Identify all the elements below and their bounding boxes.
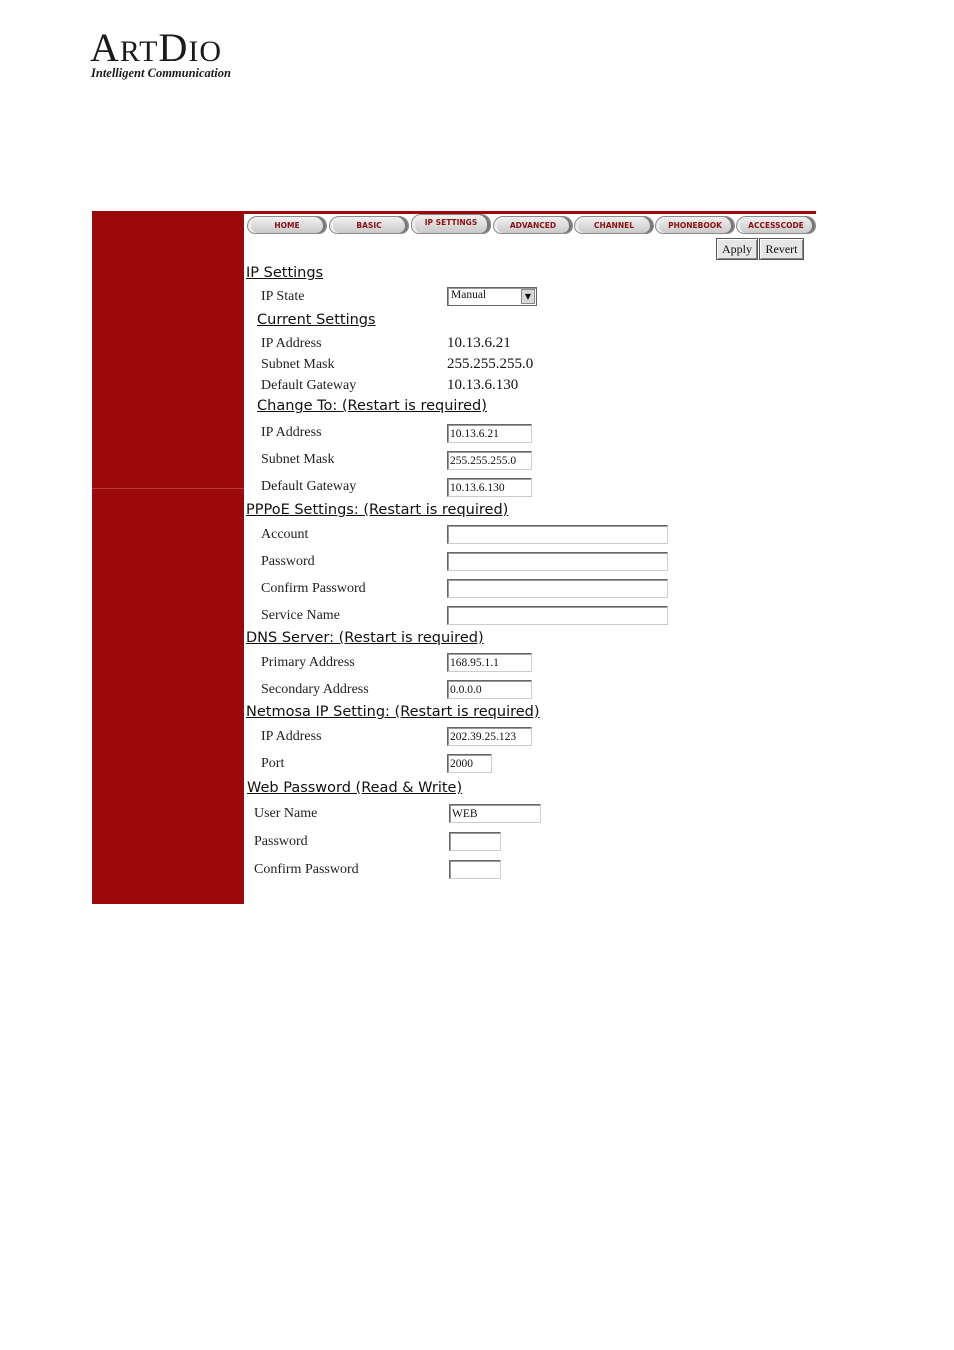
pppoe-password-input[interactable] xyxy=(447,552,668,571)
tab-ip-settings[interactable]: IP SETTINGS xyxy=(411,214,491,234)
tab-home[interactable]: HOME xyxy=(247,216,327,234)
pppoe-account-input[interactable] xyxy=(447,525,668,544)
dns-secondary-label: Secondary Address xyxy=(261,682,369,697)
dns-heading: DNS Server: (Restart is required) xyxy=(246,630,484,646)
dns-primary-label: Primary Address xyxy=(261,655,355,670)
chevron-down-icon[interactable]: ▼ xyxy=(521,289,535,304)
artdio-logo xyxy=(90,26,260,86)
web-password-heading: Web Password (Read & Write) xyxy=(247,780,463,796)
pppoe-confirm-input[interactable] xyxy=(447,579,668,598)
change-to-heading: Change To: (Restart is required) xyxy=(257,398,487,414)
web-user-input[interactable] xyxy=(449,804,541,823)
tab-advanced[interactable]: ADVANCED xyxy=(493,216,573,234)
pppoe-confirm-label: Confirm Password xyxy=(261,581,366,596)
dns-primary-input[interactable] xyxy=(447,653,532,672)
current-gateway-value: 10.13.6.130 xyxy=(447,377,519,393)
web-user-label: User Name xyxy=(254,806,318,821)
change-gateway-label: Default Gateway xyxy=(261,479,357,494)
web-confirm-label: Confirm Password xyxy=(254,862,359,877)
ip-state-label: IP State xyxy=(261,289,305,304)
web-password-label: Password xyxy=(254,834,308,849)
dns-secondary-input[interactable] xyxy=(447,680,532,699)
tab-basic[interactable]: BASIC xyxy=(329,216,409,234)
ip-state-select[interactable] xyxy=(447,287,537,306)
nav-tabs xyxy=(244,214,816,236)
web-confirm-input[interactable] xyxy=(449,860,501,879)
current-gateway-label: Default Gateway xyxy=(261,378,357,393)
current-settings-heading: Current Settings xyxy=(257,312,376,328)
apply-button[interactable]: Apply xyxy=(716,238,758,260)
pppoe-account-label: Account xyxy=(261,527,309,542)
netmosa-port-label: Port xyxy=(261,756,285,771)
current-mask-value: 255.255.255.0 xyxy=(447,356,534,372)
pppoe-password-label: Password xyxy=(261,554,315,569)
netmosa-port-input[interactable] xyxy=(447,754,492,773)
logo-wordmark: ARTDIO xyxy=(90,25,222,70)
revert-button[interactable]: Revert xyxy=(759,238,804,260)
pppoe-service-input[interactable] xyxy=(447,606,668,625)
tab-channel[interactable]: CHANNEL xyxy=(574,216,654,234)
pppoe-service-label: Service Name xyxy=(261,608,340,623)
left-sidebar xyxy=(92,211,244,904)
netmosa-heading: Netmosa IP Setting: (Restart is required) xyxy=(246,704,540,720)
tab-accesscode[interactable]: ACCESSCODE xyxy=(736,216,816,234)
change-gateway-input[interactable] xyxy=(447,478,532,497)
web-password-input[interactable] xyxy=(449,832,501,851)
current-mask-label: Subnet Mask xyxy=(261,357,335,372)
change-mask-input[interactable] xyxy=(447,451,532,470)
change-ip-label: IP Address xyxy=(261,425,322,440)
tab-phonebook[interactable]: PHONEBOOK xyxy=(655,216,735,234)
logo-tagline: Intelligent Communication xyxy=(91,66,231,80)
netmosa-ip-input[interactable] xyxy=(447,727,532,746)
pppoe-heading: PPPoE Settings: (Restart is required) xyxy=(246,502,509,518)
current-ip-value: 10.13.6.21 xyxy=(447,335,511,351)
change-ip-input[interactable] xyxy=(447,424,532,443)
ip-settings-heading: IP Settings xyxy=(246,265,324,281)
ip-state-value: Manual xyxy=(451,289,487,301)
change-mask-label: Subnet Mask xyxy=(261,452,335,467)
current-ip-label: IP Address xyxy=(261,336,322,351)
netmosa-ip-label: IP Address xyxy=(261,729,322,744)
